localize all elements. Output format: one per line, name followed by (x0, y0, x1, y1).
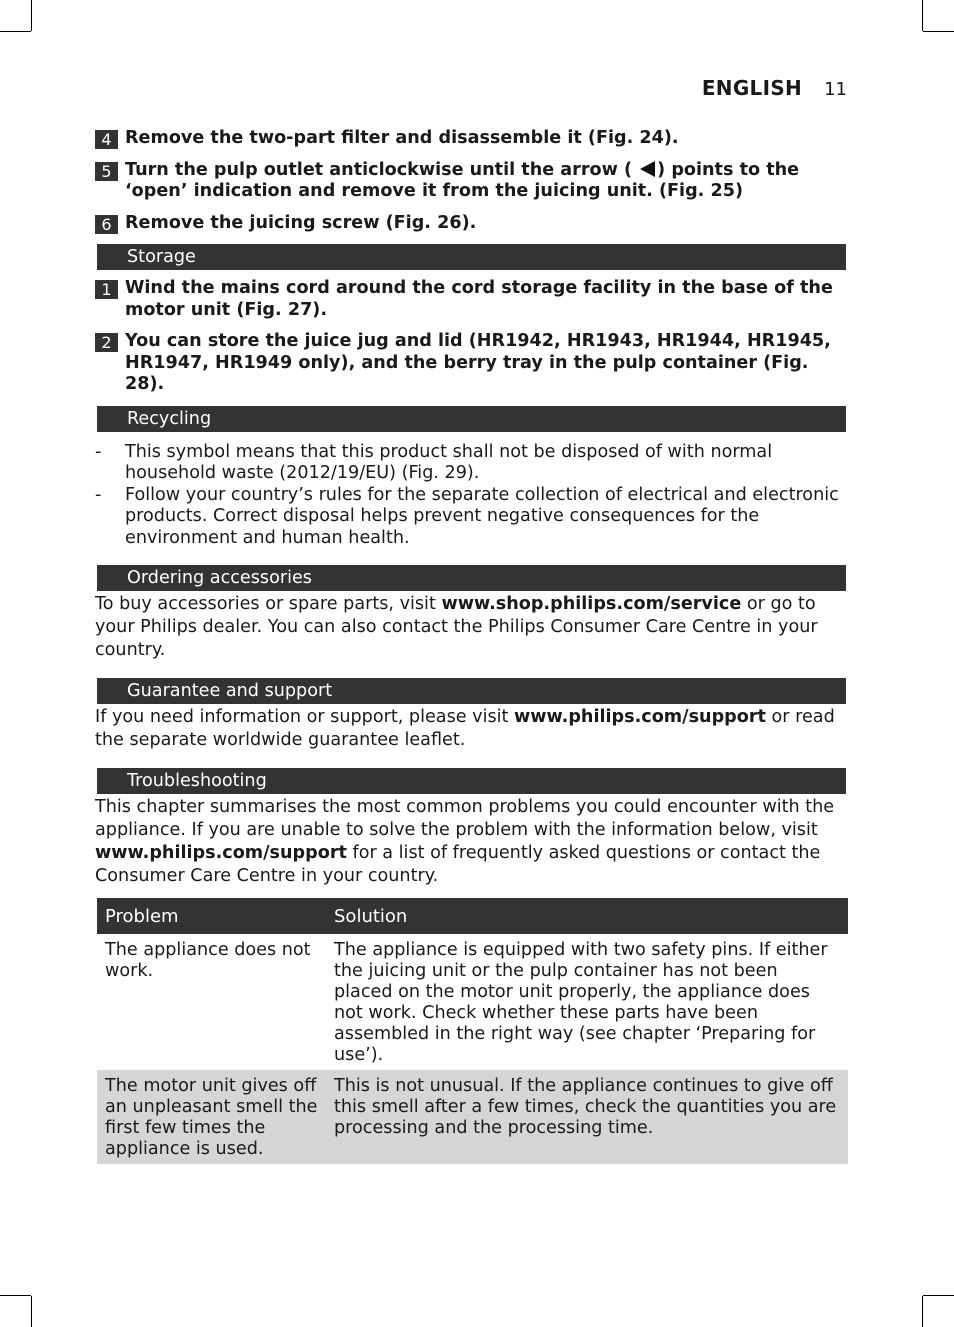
crop-mark (923, 31, 954, 32)
step-item (95, 331, 846, 396)
step-text: Wind the mains cord around the cord storage facility in the base of the motor unit (Fig. 27). (125, 278, 833, 320)
column-header-solution: Solution (326, 898, 848, 934)
paragraph-text: If you need information or support, please visit (95, 707, 515, 727)
step-number: 1 (95, 280, 118, 299)
list-dash: - (95, 484, 102, 505)
troubleshooting-paragraph (95, 796, 846, 888)
list-item (95, 485, 846, 550)
step-number: 2 (95, 333, 118, 352)
problem-cell: The appliance does not work. (105, 940, 311, 981)
step-item (95, 213, 846, 235)
step-number: 4 (95, 130, 118, 149)
support-link[interactable]: www.philips.com/support (514, 707, 766, 727)
guarantee-paragraph (95, 706, 846, 752)
paragraph-text: or go to your Philips dealer. You can also contact the Philips Consumer Care Centre in your country. (95, 594, 818, 660)
crop-mark (923, 1295, 954, 1296)
page-content (95, 128, 846, 1164)
step-item (95, 278, 846, 321)
language-label: ENGLISH (701, 76, 803, 100)
troubleshooting-table (97, 898, 848, 1164)
section-heading-guarantee: Guarantee and support (97, 678, 846, 704)
left-arrow-icon (640, 161, 655, 177)
section-heading-troubleshooting: Troubleshooting (97, 768, 846, 794)
paragraph-text: To buy accessories or spare parts, visit (95, 594, 442, 614)
table-row (97, 1070, 848, 1164)
list-dash: - (95, 441, 102, 462)
solution-cell: This is not unusual. If the appliance continues to give off this smell after a few times, check the quantities you are processing and the processing time. (326, 1070, 848, 1164)
paragraph-text: This chapter summarises the most common problems you could encounter with the appliance. If you are unable to solve the problem with the information below, visit (95, 797, 835, 840)
section-heading-ordering: Ordering accessories (97, 565, 846, 591)
table-row (97, 934, 848, 1070)
crop-mark (0, 31, 31, 32)
step-text-part: ) points to the ‘open’ indication and remove it from the juicing unit. (Fig. 25) (125, 159, 800, 201)
crop-mark (922, 0, 923, 31)
section-heading-storage: Storage (97, 244, 846, 270)
crop-mark (0, 1295, 31, 1296)
section-heading-recycling: Recycling (97, 406, 846, 432)
step-item (95, 128, 846, 150)
step-text: You can store the juice jug and lid (HR1942, HR1943, HR1944, HR1945, HR1947, HR1949 only), and the berry tray in the pulp container (Fig. 28). (125, 331, 831, 394)
step-text (125, 160, 846, 203)
step-number: 6 (95, 215, 118, 234)
ordering-paragraph (95, 593, 846, 662)
problem-cell: The motor unit gives off an unpleasant smell the first few times the appliance is used. (97, 1070, 326, 1164)
table-header-row (97, 898, 848, 934)
crop-mark (31, 1296, 32, 1327)
shop-link[interactable]: www.shop.philips.com/service (441, 594, 742, 614)
solution-cell: The appliance is equipped with two safety pins. If either the juicing unit or the pulp container has not been placed on the motor unit properly, the appliance does not work. Check whether these parts have been assembled in the right way (see chapter ‘Preparing for use’). (334, 940, 828, 1065)
paragraph-text: for a list of frequently asked questions or contact the Consumer Care Centre in your country. (95, 843, 821, 886)
step-item (95, 160, 846, 203)
crop-mark (31, 0, 32, 31)
step-text: Remove the juicing screw (Fig. 26). (125, 212, 477, 233)
step-number: 5 (95, 162, 118, 181)
support-link[interactable]: www.philips.com/support (95, 843, 347, 863)
list-item-text: This symbol means that this product shall not be disposed of with normal household waste (2012/19/EU) (Fig. 29). (125, 441, 773, 483)
crop-mark (922, 1296, 923, 1327)
page-header (702, 76, 847, 100)
list-item-text: Follow your country’s rules for the separate collection of electrical and electronic products. Correct disposal helps prevent negative consequences for the environment and human health. (125, 484, 839, 548)
paragraph-text: or read the separate worldwide guarantee leaflet. (95, 707, 835, 750)
step-text-part: Turn the pulp outlet anticlockwise until the arrow ( (125, 159, 633, 180)
step-text: Remove the two-part filter and disassemble it (Fig. 24). (125, 128, 679, 148)
column-header-problem: Problem (97, 898, 326, 934)
list-item (95, 442, 846, 485)
page-number: 11 (824, 79, 847, 100)
